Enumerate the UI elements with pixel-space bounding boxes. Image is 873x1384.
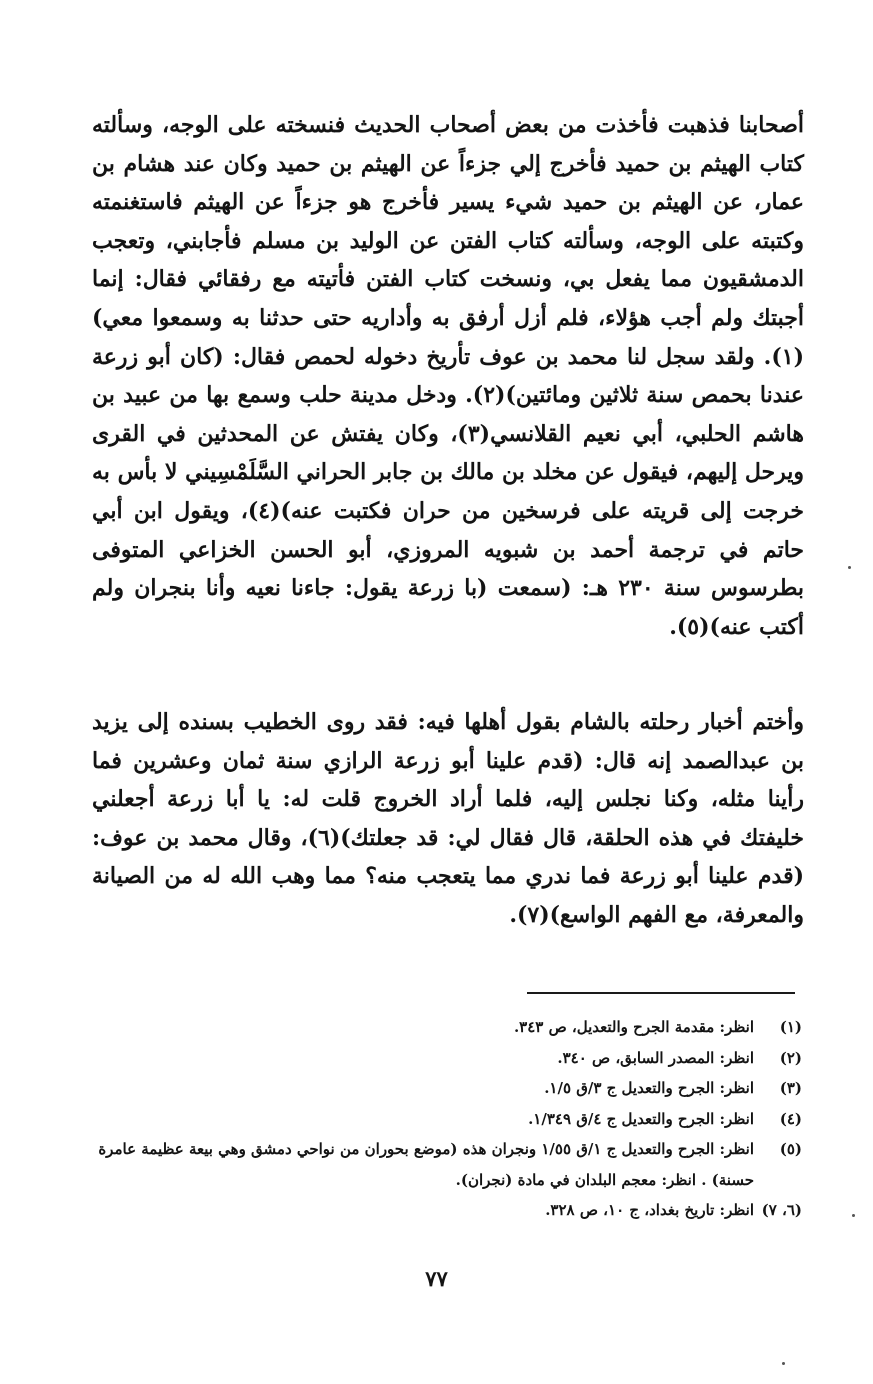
footnote-number: (٤) bbox=[779, 1109, 802, 1128]
scan-speck bbox=[782, 1362, 785, 1365]
footnote-text: انظر: الجرح والتعديل ج ٣/ق ١/٥. bbox=[544, 1079, 754, 1097]
footnote-text: انظر: مقدمة الجرح والتعديل، ص ٣٤٣. bbox=[513, 1018, 754, 1036]
footnote-item bbox=[92, 1043, 804, 1074]
scan-speck bbox=[852, 1214, 855, 1217]
footnote-item bbox=[92, 1073, 804, 1104]
footnotes bbox=[92, 1012, 804, 1226]
footnote-number: (١) bbox=[779, 1018, 802, 1036]
footnote-item bbox=[92, 1012, 804, 1043]
footnote-item bbox=[92, 1104, 804, 1135]
page-number: ٧٧ bbox=[425, 1266, 448, 1291]
scan-speck bbox=[848, 566, 851, 569]
footnote-text: انظر: المصدر السابق، ص ٣٤٠. bbox=[557, 1048, 754, 1067]
footnote-item bbox=[92, 1195, 804, 1226]
footnote-number: (٣) bbox=[779, 1079, 802, 1097]
footnote-text: انظر: الجرح والتعديل ج ٤/ق ١/٣٤٩. bbox=[528, 1109, 754, 1128]
footnote-number: (٦، ٧) bbox=[761, 1201, 802, 1219]
footnote-number: (٢) bbox=[779, 1048, 802, 1067]
footnote-item bbox=[92, 1134, 804, 1195]
footnote-text: انظر: الجرح والتعديل ج ١/ق ١/٥٥ ونجران هذه (موضع بحوران من نواحي دمشق وهي بيعة عظيمة عامرة حسنة) . انظر: معجم البلدان في مادة (نجران). bbox=[98, 1140, 754, 1189]
body-paragraph-1: أصحابنا فذهبت فأخذت من بعض أصحاب الحديث فنسخته على الوجه، وسألته كتاب الهيثم بن حميد فأخرج إلي جزءاً عن الهيثم بن حميد وكان عند هشام بن عمار، عن الهيثم بن حميد شيء يسير فأخرج هو جزءاً عن الهيثم فاستغنمته وكتبته على الوجه، وسألته كتاب الفتن عن الوليد بن مسلم فأجابني، وتعجب الدمشقيون مما يفعل بي، ونسخت كتاب الفتن فأتيته مع رفقائي فقال: إنما أجبتك ولم أجب هؤلاء، فلم أزل أرفق به وأداريه حتى حدثنا به وسمعوا معي)(١). ولقد سجل لنا محمد بن عوف تأريخ دخوله لحمص فقال: (كان أبو زرعة عندنا بحمص سنة ثلاثين ومائتين)(٢). ودخل مدينة حلب وسمع بها من عبيد بن هاشم الحلبي، أبي نعيم القلانسي(٣)، وكان يفتش عن المحدثين في القرى ويرحل إليهم، فيقول عن مخلد بن مالك بن جابر الحراني السَّلَمْسِيني لا بأس به خرجت إلى قريته على فرسخين من حران فكتبت عنه)(٤)، ويقول ابن أبي حاتم في ترجمة أحمد بن شبويه المروزي، أبو الحسن الخزاعي المتوفى بطرسوس سنة ٢٣٠ هـ: (سمعت (با زرعة يقول: جاءنا نعيه وأنا بنجران ولم أكتب عنه)(٥). bbox=[92, 112, 805, 640]
body-paragraph-2: وأختم أخبار رحلته بالشام بقول أهلها فيه: فقد روى الخطيب بسنده إلى يزيد بن عبدالصمد إنه قال: (قدم علينا أبو زرعة الرازي سنة ثمان وعشرين فما رأينا مثله، وكنا نجلس إليه، فلما أراد الخروج قلت له: يا أبا زرعة أجعلني خليفتك في هذه الحلقة، قال فقال لي: قد جعلتك)(٦)، وقال محمد بن عوف: (قدم علينا أبو زرعة فما ندري مما يتعجب منه؟ مما وهب الله له من الصيانة والمعرفة، مع الفهم الواسع)(٧). bbox=[92, 709, 805, 928]
footnote-number: (٥) bbox=[779, 1140, 802, 1158]
footnote-text: انظر: تاريخ بغداد، ج ١٠، ص ٣٢٨. bbox=[545, 1201, 754, 1219]
footnote-separator bbox=[527, 992, 795, 994]
